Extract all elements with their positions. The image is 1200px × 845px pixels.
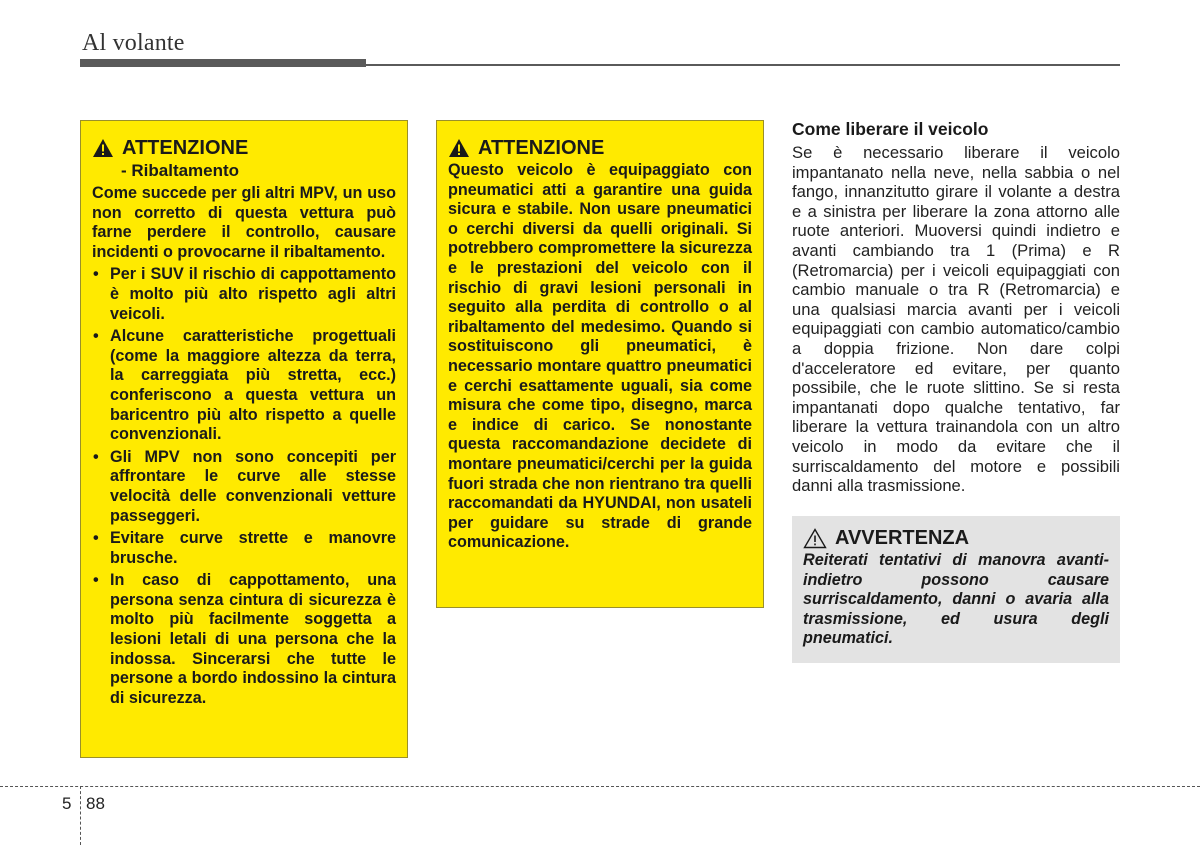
warning-body: Questo veicolo è equipaggiato con pneumatici atti a garantire una guida sicura e stabile. Non usare pneumatici o cerchi diversi da quelli originali. Si potrebbero compromettere la sicurezza e le prestazioni del veicolo con il rischio di gravi lesioni personali in seguito alla perdita di controllo o al ribaltamento del medesimo. Quando si sostituiscono gli pneumatici, è necessario montare quattro pneumatici e cerchi esattamente uguali, sia come misura che come tipo, disegno, marca e indice di carico. Se nonostante questa raccomandazione decidete di montare pneumatici/cerchi per la guida fuori strada che non rientrano tra quelli raccomandati da HYUNDAI, non usateli per guidare su strade di grande comunicazione.	[448, 161, 752, 552]
warning-intro: Come succede per gli altri MPV, un uso non corretto di questa vettura può farne perdere il controllo, causare incidenti o provocarne il ribaltamento.	[92, 184, 396, 261]
chapter-title: Al volante	[82, 30, 185, 56]
warning-heading	[92, 136, 396, 160]
warning-heading-label: ATTENZIONE	[478, 137, 605, 159]
footer-rule	[0, 786, 1200, 787]
section-body: Se è necessario liberare il veicolo impantanato nella neve, nella sabbia o nel fango, innanzitutto girare il volante a destra e a sinistra per liberare la zona attorno alle ruote anteriori. Muoversi quindi indietro e avanti cambiando tra 1 (Prima) e R (Retromarcia) per i veicoli equipaggiati con cambio manuale o tra R (Retromarcia) e una qualsiasi marcia avanti per i veicoli equipaggiati con cambio automatico/cambio a doppia frizione. Non dare colpi d'acceleratore ed evitare, per quanto possibile, che le ruote slittino. Se si resta impantanati dopo qualche tentativo, far liberare la vettura trainandola con un altro veicolo in modo da evitare che il surriscaldamento del motore e possibili danni alla trasmissione.	[792, 143, 1120, 496]
header-rule-thick	[80, 59, 366, 67]
rollover-warning-box	[80, 120, 408, 758]
caution-heading	[803, 526, 1109, 550]
caution-heading-label: AVVERTENZA	[835, 527, 970, 549]
chapter-number: 5	[62, 794, 72, 813]
footer-divider	[80, 786, 81, 845]
header-rule-thin	[366, 64, 1120, 66]
caution-box	[792, 516, 1120, 663]
tires-warning-box	[436, 120, 764, 608]
list-item: • In caso di cappottamento, una persona senza cintura di sicurezza è molto più facilmente soggetta a lesioni letali di una persona che la indossa. Sincerarsi che tutte le persone a bordo indossino la cintura di sicurezza.	[92, 571, 396, 708]
page-number: 88	[86, 794, 105, 813]
free-vehicle-section	[792, 118, 1120, 496]
warning-heading-label: ATTENZIONE	[122, 137, 249, 159]
section-title: Come liberare il veicolo	[792, 119, 989, 139]
warning-bullet-list	[92, 265, 396, 708]
warning-triangle-icon	[448, 138, 470, 158]
list-item: • Per i SUV il rischio di cappottamento è molto più alto rispetto agli altri veicoli.	[92, 265, 396, 324]
caution-body: Reiterati tentativi di manovra avanti-indietro possono causare surriscaldamento, danni o avaria alla trasmissione, ed usura degli pneumatici.	[803, 551, 1109, 648]
warning-triangle-icon	[92, 138, 114, 158]
list-item: • Alcune caratteristiche progettuali (come la maggiore altezza da terra, la carreggiata più stretta, ecc.) conferiscono a questa vettura un baricentro più alto rispetto a quelle convenzionali.	[92, 327, 396, 445]
caution-triangle-icon	[803, 528, 827, 549]
warning-subheading: - Ribaltamento	[121, 161, 240, 180]
list-item: • Evitare curve strette e manovre brusche.	[92, 529, 396, 568]
warning-heading	[448, 136, 752, 160]
list-item: • Gli MPV non sono concepiti per affrontare le curve alle stesse velocità delle convenzionali vetture passeggeri.	[92, 448, 396, 526]
